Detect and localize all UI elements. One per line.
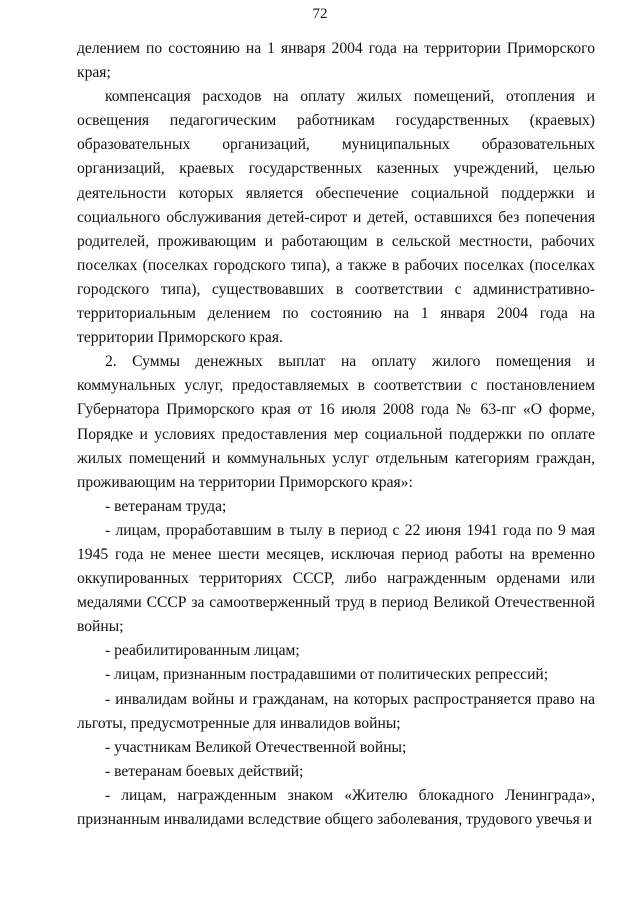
page-number: 72 xyxy=(312,6,328,22)
paragraph-point-2: 2. Суммы денежных выплат на оплату жилого помещения и коммунальных услуг, предоставляемых в соответствии с постановлением Губернатора Приморского края от 16 июля 2008 года № 63-пг «О форме, Порядке и условиях предоставления мер социальной поддержки по оплате жилых помещений и коммунальных услуг отдельным категориям граждан, проживающим на территории Приморского края»: xyxy=(77,353,595,491)
paragraph-compensation-teachers: компенсация расходов на оплату жилых помещений, отопления и освещения педагогическим работникам государственных (краевых) образовательных организаций, муниципальных образовательных организаций, краевых государственных казенных учреждений, целью деятельности которых является обеспечение социальной поддержки и социального обслуживания детей-сирот и детей, оставшихся без попечения родителей, проживающим и работающим в сельской местности, рабочих поселках (поселках городского типа), а также в рабочих поселках (поселках городского типа), существовавших в соответствии с административно-территориальным делением по состоянию на 1 января 2004 года на территории Приморского края. xyxy=(77,88,595,347)
list-item-leningrad-siege: - лицам, награжденным знаком «Жителю блокадного Ленинграда», признанным инвалидами вследствие общего заболевания, трудового увечья и xyxy=(77,786,595,828)
list-item-labor-veterans: - ветеранам труда; xyxy=(105,497,227,515)
list-item-rehabilitated: - реабилитированным лицам; xyxy=(105,642,300,660)
list-item-home-front-workers: - лицам, проработавшим в тылу в период с 22 июня 1941 года по 9 мая 1945 года не менее шести месяцев, исключая период работы на временно оккупированных территориях СССР, либо награжденным орденами или медалями СССР за самоотверженный труд в период Великой Отечественной войны; xyxy=(77,521,595,636)
paragraph-continuation: делением по состоянию на 1 января 2004 года на территории Приморского края; xyxy=(77,40,595,82)
list-item-repression-victims: - лицам, признанным пострадавшими от политических репрессий; xyxy=(105,666,549,684)
list-item-combat-veterans: - ветеранам боевых действий; xyxy=(105,762,304,780)
list-item-war-participants: - участникам Великой Отечественной войны; xyxy=(105,738,407,756)
list-item-war-invalids: - инвалидам войны и гражданам, на которых распространяется право на льготы, предусмотренные для инвалидов войны; xyxy=(77,690,595,732)
document-body xyxy=(77,37,595,832)
